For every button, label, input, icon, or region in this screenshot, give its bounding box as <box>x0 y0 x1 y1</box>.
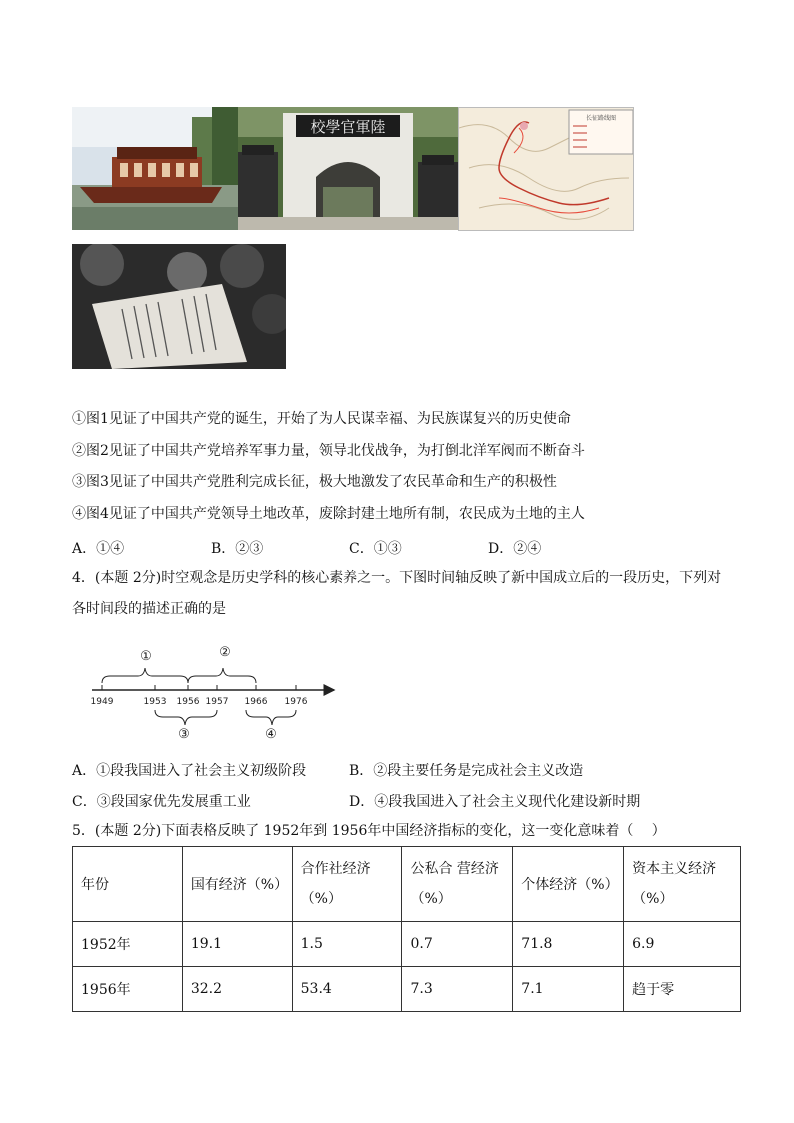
q4-option-a[interactable]: A．①段我国进入了社会主义初级阶段 <box>72 763 307 779</box>
q4-stem-line1: 4．(本题 2分)时空观念是历史学科的核心素养之一。下图时间轴反映了新中国成立后的一段历史，下列对 <box>72 570 722 586</box>
table-header-row <box>73 847 741 922</box>
economy-table <box>72 846 741 1012</box>
cell-individual: 7.1 <box>513 967 624 1012</box>
table-row <box>73 922 741 967</box>
header-individual: 个体经济（%） <box>513 847 624 922</box>
q4-option-b[interactable]: B．②段主要任务是完成社会主义改造 <box>349 763 584 779</box>
q4-option-d[interactable]: D．④段我国进入了社会主义现代化建设新时期 <box>349 794 641 810</box>
header-capitalist: 资本主义经济 （%） <box>624 847 741 922</box>
header-year: 年份 <box>73 847 183 922</box>
year-label-1976: 1976 <box>284 697 308 707</box>
statement-3: ③图3见证了中国共产党胜利完成长征，极大地激发了农民革命和生产的积极性 <box>72 474 557 490</box>
statement-4: ④图4见证了中国共产党领导土地改革，废除封建土地所有制，农民成为土地的主人 <box>72 506 585 522</box>
q3-option-d[interactable]: D．②④ <box>488 541 542 557</box>
q3-option-c[interactable]: C．①③ <box>349 541 402 557</box>
statement-2: ②图2见证了中国共产党培养军事力量，领导北伐战争，为打倒北洋军阀而不断奋斗 <box>72 443 585 459</box>
year-label-1949: 1949 <box>90 697 114 707</box>
photo-long-march-map <box>458 107 634 231</box>
header-cooperative: 合作社经济 （%） <box>292 847 402 922</box>
segment-label-2: ② <box>219 645 231 660</box>
brace-segment-3 <box>155 710 217 725</box>
statement-1: ①图1见证了中国共产党的诞生，开始了为人民谋幸福、为民族谋复兴的历史使命 <box>72 411 571 427</box>
cell-state-owned: 32.2 <box>182 967 292 1012</box>
header-joint-venture: 公私合 营经济 （%） <box>402 847 513 922</box>
q5-stem: 5．(本题 2分)下面表格反映了 1952年到 1956年中国经济指标的变化，这一变化意味着（ ） <box>72 823 666 839</box>
cell-capitalist: 6.9 <box>624 922 741 967</box>
brace-segment-4 <box>246 710 296 725</box>
cell-year: 1952年 <box>73 922 183 967</box>
cell-cooperative: 53.4 <box>292 967 402 1012</box>
photo-military-academy-gate <box>238 107 458 230</box>
map-legend-title: 长征路线图 <box>585 115 617 122</box>
segment-label-4: ④ <box>265 727 277 742</box>
cell-joint-venture: 0.7 <box>402 922 513 967</box>
segment-label-3: ③ <box>178 727 190 742</box>
cell-capitalist: 趋于零 <box>624 967 741 1012</box>
photo-red-boat <box>72 107 238 230</box>
year-label-1957: 1957 <box>205 697 229 707</box>
q3-option-b[interactable]: B．②③ <box>211 541 264 557</box>
cell-individual: 71.8 <box>513 922 624 967</box>
cell-year: 1956年 <box>73 967 183 1012</box>
header-state-owned: 国有经济（%） <box>182 847 292 922</box>
year-label-1953: 1953 <box>143 697 167 707</box>
table-row <box>73 967 741 1012</box>
gate-sign-text: 校學官軍陸 <box>310 118 386 136</box>
photo-land-reform-crowd <box>72 244 286 369</box>
timeline-diagram <box>80 638 350 743</box>
brace-segment-2 <box>188 668 256 683</box>
cell-state-owned: 19.1 <box>182 922 292 967</box>
year-label-1966: 1966 <box>244 697 268 707</box>
q3-option-a[interactable]: A．①④ <box>72 541 125 557</box>
year-label-1956: 1956 <box>176 697 200 707</box>
q4-stem-line2: 各时间段的描述正确的是 <box>72 601 226 617</box>
segment-label-1: ① <box>140 649 152 664</box>
brace-segment-1 <box>102 668 188 683</box>
cell-joint-venture: 7.3 <box>402 967 513 1012</box>
q4-option-c[interactable]: C．③段国家优先发展重工业 <box>72 794 251 810</box>
cell-cooperative: 1.5 <box>292 922 402 967</box>
